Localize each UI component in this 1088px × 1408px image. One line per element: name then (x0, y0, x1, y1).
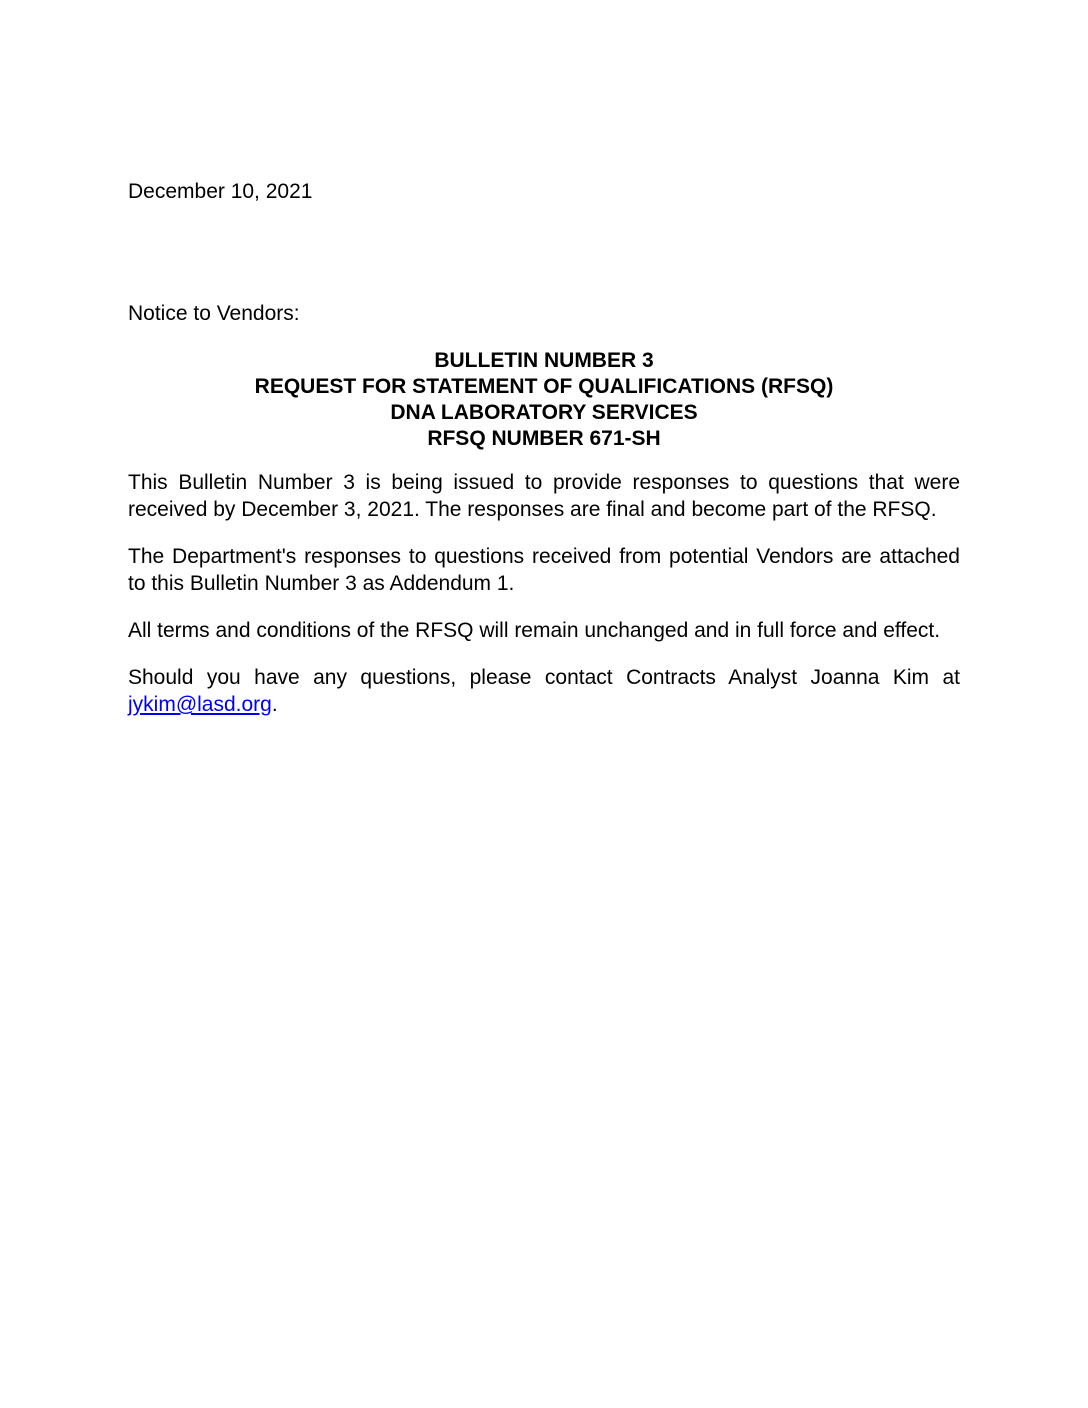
title-block (128, 348, 960, 452)
paragraph-contact (128, 664, 960, 718)
title-line-rfsq-number: RFSQ NUMBER 671-SH (427, 427, 661, 450)
paragraph-responses-attached: The Department's responses to questions received from potential Vendors are attached to this Bulletin Number 3 as Addendum 1. (128, 545, 960, 595)
title-line-services: DNA LABORATORY SERVICES (390, 401, 698, 424)
title-line-rfsq: REQUEST FOR STATEMENT OF QUALIFICATIONS (RFSQ) (254, 375, 834, 398)
paragraph-terms-unchanged: All terms and conditions of the RFSQ will remain unchanged and in full force and effect. (128, 619, 941, 642)
contact-text: Should you have any questions, please contact Contracts Analyst Joanna Kim at (128, 666, 960, 689)
salutation: Notice to Vendors: (128, 302, 300, 325)
contact-period: . (271, 693, 278, 716)
email-link[interactable]: jykim@lasd.org (128, 693, 272, 716)
date-line: December 10, 2021 (128, 180, 313, 203)
title-line-bulletin-number: BULLETIN NUMBER 3 (434, 349, 654, 372)
paragraph-bulletin-purpose: This Bulletin Number 3 is being issued to provide responses to questions that were received by December 3, 2021. The responses are final and become part of the RFSQ. (128, 471, 960, 521)
